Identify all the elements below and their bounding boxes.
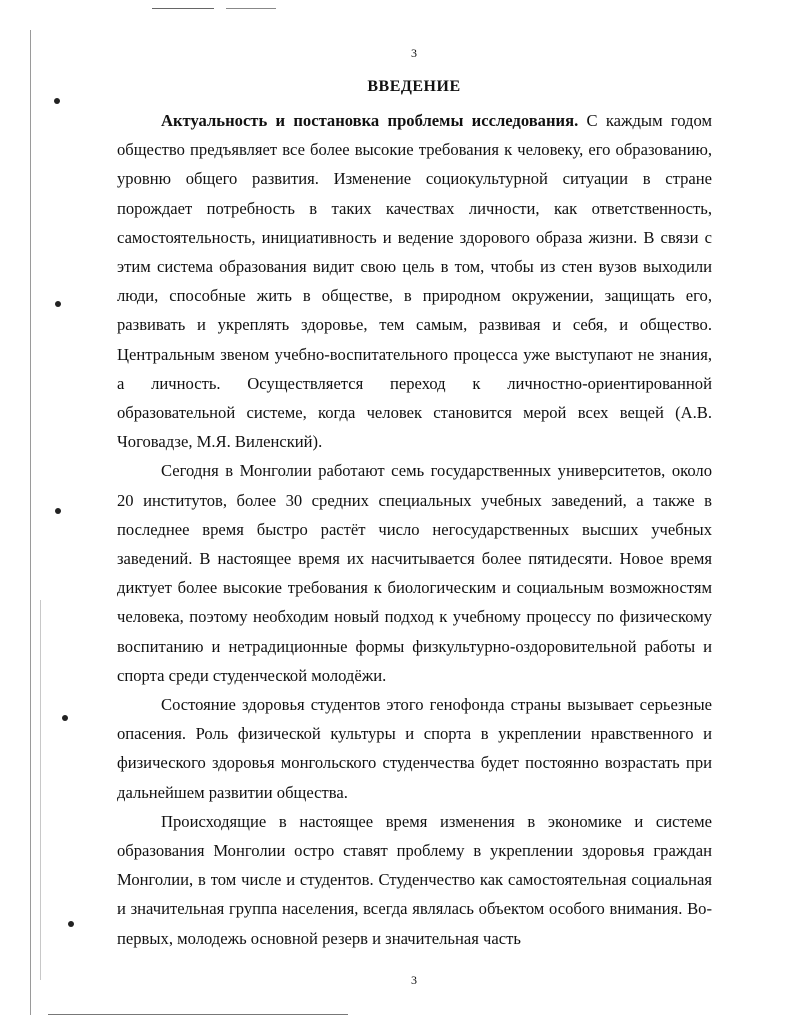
punch-hole-mark [54,98,60,104]
scan-left-edge [30,30,31,1015]
paragraph-3: Состояние здоровья студентов этого генофонда страны вызывает серьезные опасения. Роль физической культуры и спорта в укреплении нравственного и физического здоровья монгольского студенчества будет постоянно возрастать при дальнейшем развитии общества. [117,695,712,802]
page-number-top: 3 [411,46,417,60]
paragraph-4: Происходящие в настоящее время изменения в экономике и системе образования Монголии остро ставят проблему в укреплении здоровья граждан Монголии, в том числе и студентов. Студенчество как самостоятельная социальная и значительная группа населения, всегда являлась объектом особого внимания. Во-первых, молодежь основной резерв и значительная часть [117,811,712,948]
scan-rule-top-left [152,8,214,9]
punch-hole-mark [68,921,74,927]
paragraph-1-lead: Актуальность и постановка проблемы исследования. [161,111,579,130]
page-number-bottom: 3 [411,973,417,987]
paragraph-1-text: С каждым годом общество предъявляет все более высокие требования к человеку, его образованию, уровню общего развития. Изменение социокультурной ситуации в стране порождает потребность в таких качествах личности, как ответственность, самостоятельность, инициативность и ведение здорового образа жизни. В связи с этим система образования видит свою цель в том, чтобы из стен вузов выходили люди, способные жить в обществе, в природном окружении, защищать его, развивать и укреплять здоровье, тем самым, развивая и себя, и общество. Центральным звеном учебно-воспитательного процесса уже выступают не знания, а личность. Осуществляется переход к личностно-ориентированной образовательной системе, когда человек становится мерой всех вещей (А.В. Чоговадзе, М.Я. Виленский). [117,111,712,452]
scan-rule-top-right [226,8,276,9]
paragraph-1 [117,106,712,456]
scan-rule-bottom [48,1014,348,1015]
section-title: ВВЕДЕНИЕ [367,78,461,95]
punch-hole-mark [55,301,61,307]
punch-hole-mark [62,715,68,721]
paragraph-2: Сегодня в Монголии работают семь государственных университетов, около 20 институтов, более 30 средних специальных учебных заведений, а также в последнее время быстро растёт число негосударственных высших учебных заведений. В настоящее время их насчитывается более пятидесяти. Новое время диктует более высокие требования к биологическим и социальным возможностям человека, поэтому необходим новый подход к учебному процессу по физическому воспитанию и нетрадиционные формы физкультурно-оздоровительной работы и спорта среди студенческой молодёжи. [117,461,712,685]
body-text [117,106,712,953]
scan-left-edge-inner [40,600,41,980]
punch-hole-mark [55,508,61,514]
